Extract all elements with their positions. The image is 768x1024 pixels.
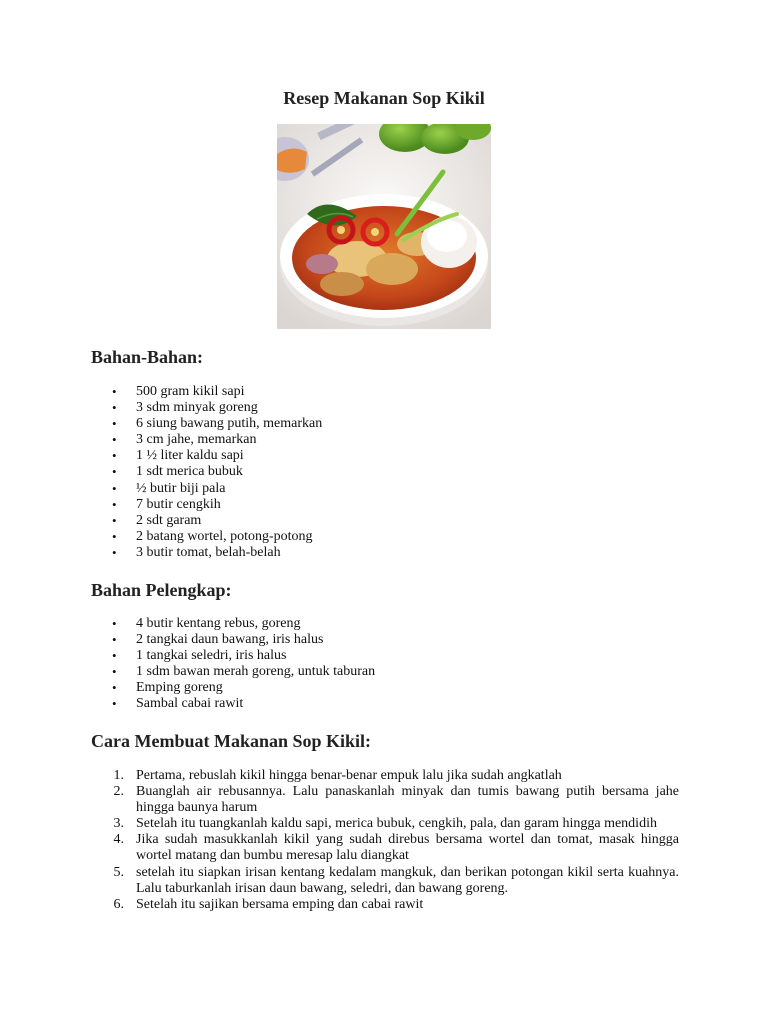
step-item	[91, 865, 679, 897]
step-number: 1.	[113, 768, 124, 783]
step-number: 5.	[113, 864, 124, 880]
step-text: setelah itu siapkan irisan kentang kedalam mangkuk, dan berikan potongan kikil serta kuahnya. Lalu taburkanlah irisan daun bawang, seledri, dan bawang goreng.	[136, 864, 679, 896]
step-number: 3.	[113, 816, 124, 832]
step-item	[91, 832, 679, 864]
list-item: • 6 siung bawang putih, memarkan	[91, 416, 679, 432]
page-title: Resep Makanan Sop Kikil	[283, 88, 485, 108]
list-cara	[91, 768, 679, 913]
step-text: Jika sudah masukkanlah kikil yang sudah direbus bersama wortel dan tomat, masak hingga wortel matang dan bumbu meresap lalu diangkat	[136, 832, 679, 864]
list-item: • 1 sdm bawan merah goreng, untuk taburan	[91, 664, 679, 680]
step-number: 4.	[113, 832, 124, 848]
list-bahan	[91, 384, 679, 561]
step-number: 2.	[113, 784, 124, 800]
list-item: • 1 ½ liter kaldu sapi	[91, 448, 679, 464]
list-item: • Sambal cabai rawit	[91, 696, 679, 712]
list-item: • 3 sdm minyak goreng	[91, 400, 679, 416]
soup-bowl-photo	[277, 124, 491, 329]
list-item: • 3 butir tomat, belah-belah	[91, 545, 679, 561]
step-text: Setelah itu sajikan bersama emping dan cabai rawit	[136, 896, 424, 912]
step-item	[91, 816, 679, 832]
step-item	[91, 897, 679, 913]
step-item	[91, 768, 679, 784]
step-number: 6.	[113, 896, 124, 912]
list-item: • 1 tangkai seledri, iris halus	[91, 648, 679, 664]
step-item	[91, 784, 679, 816]
heading-cara: Cara Membuat Makanan Sop Kikil:	[91, 731, 372, 751]
heading-bahan: Bahan-Bahan:	[91, 347, 204, 367]
step-text: Setelah itu tuangkanlah kaldu sapi, merica bubuk, cengkih, pala, dan garam hingga mendidih	[136, 816, 657, 832]
list-item: • 2 batang wortel, potong-potong	[91, 529, 679, 545]
list-item: • 4 butir kentang rebus, goreng	[91, 616, 679, 632]
list-item: • 7 butir cengkih	[91, 497, 679, 513]
list-item: • Emping goreng	[91, 680, 679, 696]
list-item: • 2 sdt garam	[91, 513, 679, 529]
soup-bowl-illustration	[277, 124, 491, 329]
heading-pelengkap: Bahan Pelengkap:	[91, 580, 232, 600]
step-text: Buanglah air rebusannya. Lalu panaskanlah minyak dan tumis bawang putih bersama jahe hingga baunya harum	[136, 784, 679, 816]
list-item: • 2 tangkai daun bawang, iris halus	[91, 632, 679, 648]
list-item: • 1 sdt merica bubuk	[91, 464, 679, 480]
list-item: • 3 cm jahe, memarkan	[91, 432, 679, 448]
list-item: • 500 gram kikil sapi	[91, 384, 679, 400]
list-item: • ½ butir biji pala	[91, 481, 679, 497]
list-pelengkap	[91, 616, 679, 713]
step-text: Pertama, rebuslah kikil hingga benar-benar empuk lalu jika sudah angkatlah	[136, 768, 562, 783]
